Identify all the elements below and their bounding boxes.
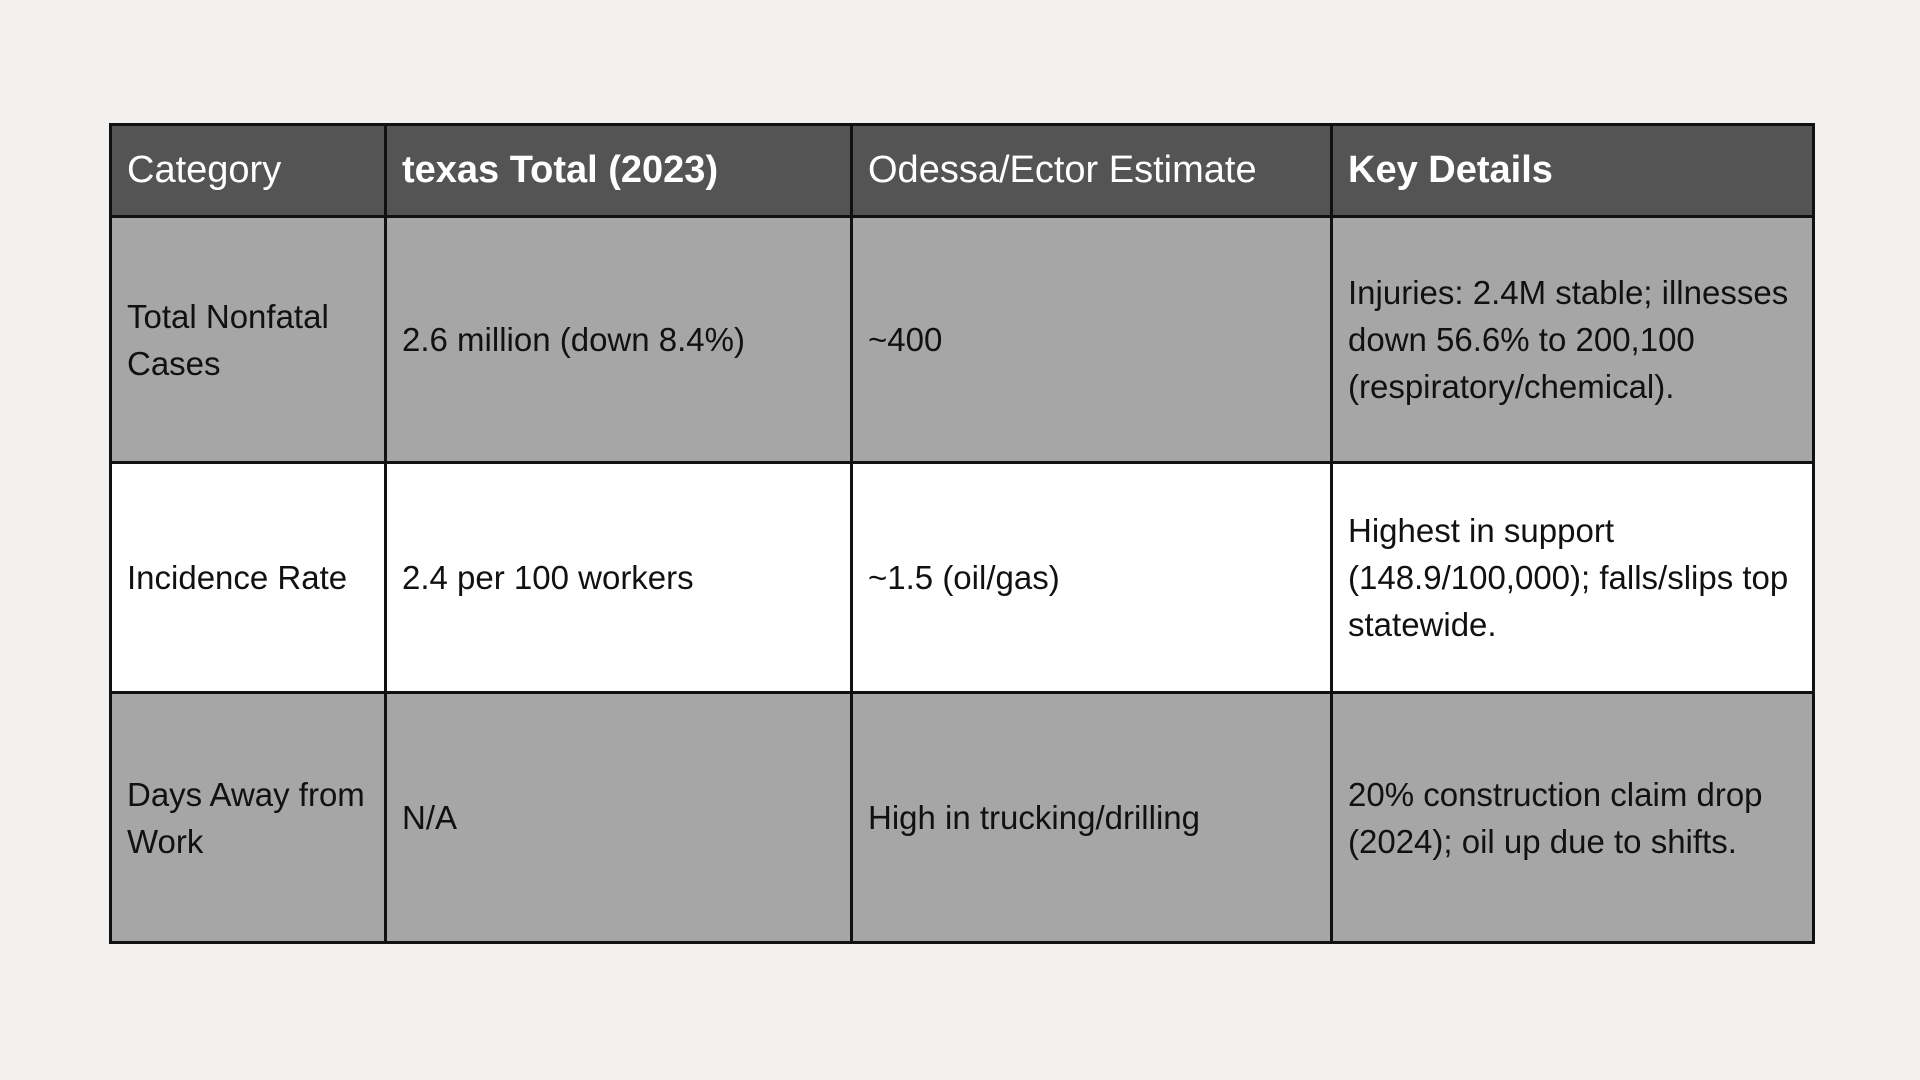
table-header-row	[111, 125, 1814, 217]
injury-statistics-table	[109, 123, 1815, 944]
table-row	[111, 693, 1814, 943]
cell-category: Total Nonfatal Cases	[111, 217, 386, 463]
cell-texas-total: N/A	[386, 693, 852, 943]
header-category: Category	[111, 125, 386, 217]
header-odessa-estimate: Odessa/Ector Estimate	[852, 125, 1332, 217]
cell-key-details: Highest in support (148.9/100,000); falls/slips top statewide.	[1332, 463, 1814, 693]
cell-key-details: 20% construction claim drop (2024); oil up due to shifts.	[1332, 693, 1814, 943]
cell-texas-total: 2.6 million (down 8.4%)	[386, 217, 852, 463]
cell-odessa-estimate: ~400	[852, 217, 1332, 463]
cell-category: Incidence Rate	[111, 463, 386, 693]
cell-key-details: Injuries: 2.4M stable; illnesses down 56.6% to 200,100 (respiratory/chemical).	[1332, 217, 1814, 463]
cell-odessa-estimate: High in trucking/drilling	[852, 693, 1332, 943]
header-texas-total: texas Total (2023)	[386, 125, 852, 217]
cell-odessa-estimate: ~1.5 (oil/gas)	[852, 463, 1332, 693]
injury-statistics-table-container	[109, 123, 1812, 944]
cell-texas-total: 2.4 per 100 workers	[386, 463, 852, 693]
cell-category: Days Away from Work	[111, 693, 386, 943]
table-row	[111, 463, 1814, 693]
table-row	[111, 217, 1814, 463]
header-key-details: Key Details	[1332, 125, 1814, 217]
